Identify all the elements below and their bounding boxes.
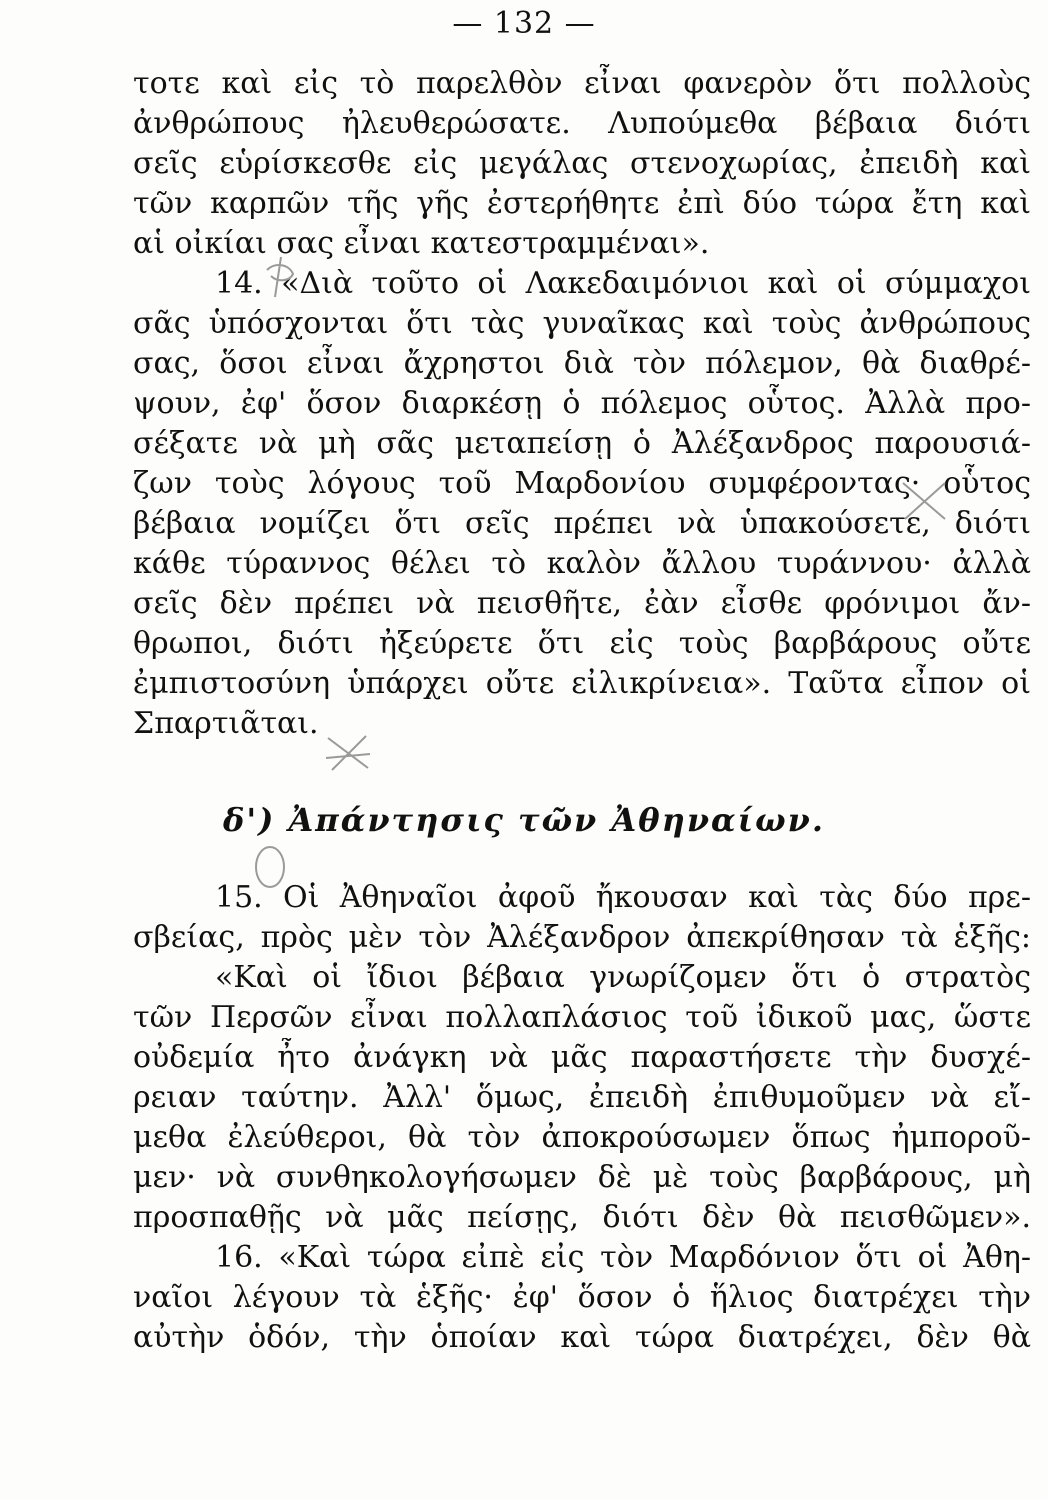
text-line: 14. «Διὰ τοῦτο οἱ Λακεδαιμόνιοι καὶ οἱ σύμμαχοι [215, 266, 1031, 301]
text-line: σεῖς εὑρίσκεσθε εἰς μεγάλας στενοχωρίας, ἐπειδὴ καὶ [133, 146, 1031, 181]
lower-text-block [133, 878, 1031, 1358]
text-line: τοτε καὶ εἰς τὸ παρελθὸν εἶναι φανερὸν ὅτι πολλοὺς [133, 66, 1031, 101]
text-line: μεθα ἐλεύθεροι, θὰ τὸν ἀποκρούσωμεν ὅπως ἠμποροῦ- [133, 1120, 1031, 1155]
text-line: θρωποι, διότι ἠξεύρετε ὅτι εἰς τοὺς βαρβάρους οὔτε [133, 626, 1031, 661]
text-line: ψουν, ἐφ' ὅσον διαρκέσῃ ὁ πόλεμος οὗτος. Ἀλλὰ προ- [133, 386, 1031, 421]
page-number: — 132 — [452, 6, 596, 41]
text-line: «Καὶ οἱ ἴδιοι βέβαια γνωρίζομεν ὅτι ὁ στρατὸς [215, 960, 1031, 995]
text-line: σας, ὅσοι εἶναι ἄχρηστοι διὰ τὸν πόλεμον, θὰ διαθρέ- [133, 346, 1031, 381]
section-heading: δ') Ἀπάντησις τῶν Ἀθηναίων. [223, 801, 825, 839]
text-line: ρειαν ταύτην. Ἀλλ' ὅμως, ἐπειδὴ ἐπιθυμοῦμεν νὰ εἴ- [133, 1080, 1031, 1115]
text-line: ναῖοι λέγουν τὰ ἑξῆς· ἐφ' ὅσον ὁ ἥλιος διατρέχει τὴν [133, 1280, 1031, 1315]
text-line: ζων τοὺς λόγους τοῦ Μαρδονίου συμφέροντας· οὗτος [133, 466, 1031, 501]
text-line: αἱ οἰκίαι σας εἶναι κατεστραμμέναι». [133, 226, 710, 261]
text-line: βέβαια νομίζει ὅτι σεῖς πρέπει νὰ ὑπακούσετε, διότι [133, 506, 1031, 541]
text-line: σέξατε νὰ μὴ σᾶς μεταπείσῃ ὁ Ἀλέξανδρος παρουσιά- [133, 426, 1031, 461]
text-line: κάθε τύραννος θέλει τὸ καλὸν ἄλλου τυράννου· ἀλλὰ [133, 546, 1031, 581]
text-line: μεν· νὰ συνθηκολογήσωμεν δὲ μὲ τοὺς βαρβάρους, μὴ [133, 1160, 1031, 1195]
text-line: ἐμπιστοσύνη ὑπάρχει οὔτε εἰλικρίνεια». Ταῦτα εἶπον οἱ [133, 666, 1031, 701]
text-line: προσπαθῇς νὰ μᾶς πείσῃς, διότι δὲν θὰ πεισθῶμεν». [133, 1200, 1031, 1235]
text-line: 15. Οἱ Ἀθηναῖοι ἀφοῦ ἤκουσαν καὶ τὰς δύο πρε- [215, 880, 1031, 915]
text-line: αὐτὴν ὁδόν, τὴν ὁποίαν καὶ τώρα διατρέχει, δὲν θὰ [133, 1320, 1031, 1355]
text-line: Σπαρτιᾶται. [133, 706, 319, 741]
text-line: σᾶς ὑπόσχονται ὅτι τὰς γυναῖκας καὶ τοὺς ἀνθρώπους [133, 306, 1031, 341]
text-line: τῶν Περσῶν εἶναι πολλαπλάσιος τοῦ ἰδικοῦ μας, ὥστε [133, 1000, 1031, 1035]
text-line: 16. «Καὶ τώρα εἰπὲ εἰς τὸν Μαρδόνιον ὅτι οἱ Ἀθη- [215, 1240, 1031, 1275]
paragraph-16 [133, 1238, 1031, 1358]
paragraph-15 [133, 878, 1031, 1238]
paragraph-continuation [133, 64, 1031, 264]
text-line: σεῖς δὲν πρέπει νὰ πεισθῆτε, ἐὰν εἶσθε φρόνιμοι ἄν- [133, 586, 1031, 621]
text-line: οὐδεμία ἦτο ἀνάγκη νὰ μᾶς παραστήσετε τὴν δυσχέ- [133, 1040, 1031, 1075]
upper-text-block [133, 64, 1031, 744]
text-line: ἀνθρώπους ἠλευθερώσατε. Λυπούμεθα βέβαια διότι [133, 106, 1031, 141]
paragraph-14 [133, 264, 1031, 744]
text-line: σβείας, πρὸς μὲν τὸν Ἀλέξανδρον ἀπεκρίθησαν τὰ ἑξῆς: [133, 920, 1031, 955]
text-line: τῶν καρπῶν τῆς γῆς ἐστερήθητε ἐπὶ δύο τώρα ἔτη καὶ [133, 186, 1031, 221]
